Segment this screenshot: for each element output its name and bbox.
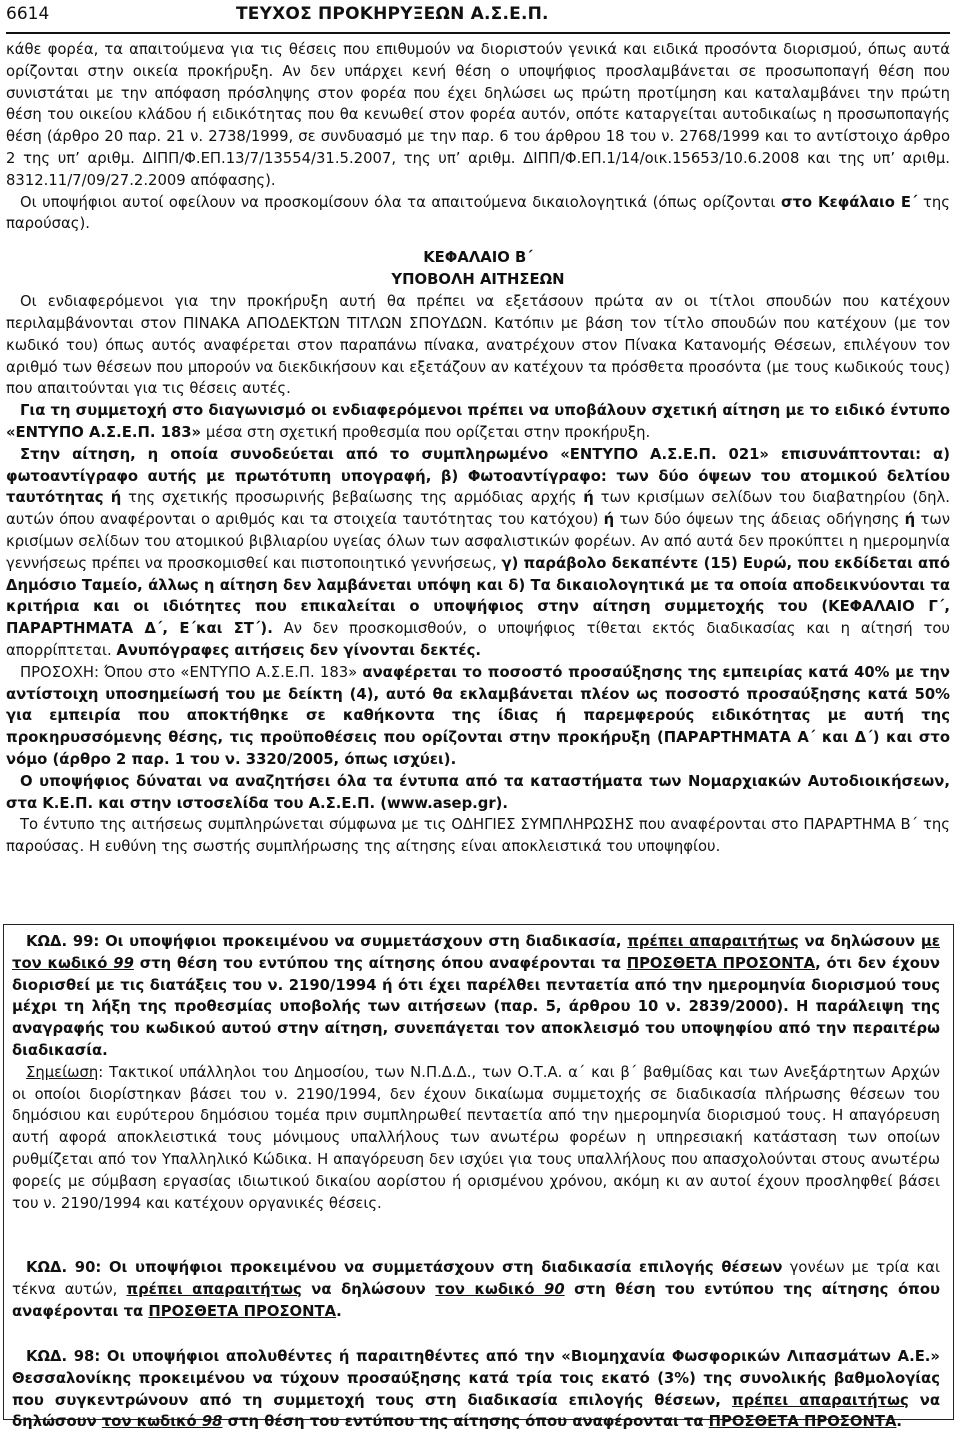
bold-run: ή	[904, 511, 916, 529]
main-text	[6, 39, 950, 858]
underlined-run	[102, 1413, 223, 1430]
bold-run: να δηλώσουν	[798, 933, 921, 950]
code-98-paragraph	[12, 1346, 940, 1433]
text-run: των κρισίμων σελίδων του διαβατηρίου (δηλ. αυτών όπου αναφέρονται ο αριθμός και τα στοιχεία ταυτότητας του κατόχου)	[6, 489, 950, 529]
text-run: Οι υποψήφιοι αυτοί οφείλουν να προσκομίσουν όλα τα απαιτούμενα δικαιολογητικά (όπως ορίζονται	[20, 193, 781, 211]
body-paragraph-4	[6, 662, 950, 771]
bold-run: Στην αίτηση, η οποία συνοδεύεται από το συμπληρωμένο «ΕΝΤΥΠΟ Α.Σ.Ε.Π. 021» επισυνάπτονται: α) φωτοαντίγραφο αυτής με πρωτότυπη υπογραφή, β) Φωτοαντίγραφο: των δύο όψεων του ατομικού δελτίου ταυτότητας ή	[6, 445, 950, 507]
codes-box	[3, 924, 954, 1431]
underlined-run: ΠΡΟΣΘΕΤΑ ΠΡΟΣΟΝΤΑ	[148, 1302, 337, 1320]
bold-run: , ότι δεν έχουν διορισθεί με τις διατάξεις του ν. 2190/1994 ή ότι έχει παρέλθει πενταετία από την ημερομηνία διορισμού τους μέχρι τη λήξη της προθεσμίας υποβολής των αιτήσεων (παρ. 5, άρθρου 10 ν. 2839/2000). Η παράλειψη της αναγραφής του κωδικού αυτού στην αίτηση, συνεπάγεται τον αποκλεισμό του υποψηφίου από την περαιτέρω διαδικασία.	[12, 954, 941, 1059]
journal-title: ΤΕΥΧΟΣ ΠΡΟΚΗΡΥΞΕΩΝ Α.Σ.Ε.Π.	[236, 4, 549, 24]
chapter-heading	[6, 247, 950, 291]
underlined-run: ΠΡΟΣΘΕΤΑ ΠΡΟΣΟΝΤΑ	[708, 1413, 897, 1431]
text-run: Αν δεν προσκομισθούν, ο υποψήφιος τίθεται εκτός διαδικασίας και η αίτησή του απορρίπτεται.	[6, 620, 950, 659]
text-run: της παρούσας).	[6, 193, 950, 233]
body-paragraph-5	[6, 771, 950, 815]
bold-run: στη θέση του εντύπου της αίτησης όπου αναφέρονται τα	[133, 954, 627, 972]
bold-run: να δηλώσουν	[301, 1280, 436, 1298]
note-paragraph	[12, 1062, 940, 1215]
bold-run: ΚΩΔ. 99: Οι υποψήφιοι προκειμένου να συμμετάσχουν στη διαδικασία,	[26, 933, 628, 950]
text-run: ΠΡΟΣΟΧΗ: Όπου στο «ΕΝΤΥΠΟ Α.Σ.Ε.Π. 183»	[20, 663, 363, 681]
page-number: 6614	[6, 4, 50, 24]
code-number: 98	[201, 1413, 223, 1431]
code-99-block	[12, 931, 940, 1214]
underlined-run: πρέπει απαραιτήτως	[731, 1391, 909, 1409]
body-paragraph-6: Το έντυπο της αιτήσεως συμπληρώνεται σύμφωνα με τις ΟΔΗΓΙΕΣ ΣΥΜΠΛΗΡΩΣΗΣ που αναφέρονται στο ΠΑΡΑΡΤΗΜΑ Β΄ της παρούσας. Η ευθύνη της σωστής συμπλήρωσης της αίτησης είναι αποκλειστικά του υποψηφίου.	[6, 816, 950, 856]
bold-run: .	[336, 1302, 342, 1320]
code-90-block	[12, 1257, 940, 1322]
text-run: των κρισίμων σελίδων του ατομικού βιβλιαρίου υγείας όλων των ασφαλιστικών φορέων. Αν από αυτά δεν προκύπτει η ημερομηνία γεννήσεως πρέπει να προσκομισθεί και πιστοποιητικό γεννήσεως,	[6, 511, 950, 572]
bold-run: γ) παράβολο δεκαπέντε (15) Ευρώ, που εκδίδεται από Δημόσιο Ταμείο, άλλως η αίτηση δεν λαμβάνεται υπόψη και δ) Τα δικαιολογητικά με τα οποία αποδεικνύονται τα κριτήρια και οι ιδιότητες που επικαλείται ο υποψήφιος στην αίτηση συμμετοχής του (ΚΕΦΑΛΑΙΟ Γ΄, ΠΑΡΑΡΤΗΜΑΤΑ Δ΄, Ε΄και ΣΤ΄).	[6, 554, 950, 638]
bold-run: Ο υποψήφιος δύναται να αναζητήσει όλα τα έντυπα από τα καταστήματα των Νομαρχιακών Αυτοδιοικήσεων, στα Κ.Ε.Π. και στην ιστοσελίδα του Α.Σ.Ε.Π. (www.asep.gr).	[6, 772, 950, 812]
code-90-paragraph	[12, 1257, 940, 1322]
code-99-paragraph	[12, 931, 940, 1062]
body-paragraph-1: Οι ενδιαφερόμενοι για την προκήρυξη αυτή θα πρέπει να εξετάσουν πρώτα αν οι τίτλοι σπουδών που κατέχουν περιλαμβάνονται στον ΠΙΝΑΚΑ ΑΠΟΔΕΚΤΩΝ ΤΙΤΛΩΝ ΣΠΟΥΔΩΝ. Κατόπιν με βάση τον τίτλο σπουδών που κατέχουν (με τον κωδικό του) όπως αυτός αναφέρεται στον παραπάνω πίνακα, ανατρέχουν στον Πίνακα Κατανομής Θέσεων, επιλέγουν τον αριθμό των θέσεων που μπορούν να διεκδικήσουν και εξετάζουν αν κατέχουν τα πρόσθετα προσόντα (με τους κωδικούς τους) που απαιτούνται για τις θέσεις αυτές.	[6, 293, 950, 398]
text-run: μέσα στη σχετική προθεσμία που ορίζεται στην προκήρυξη.	[201, 423, 651, 441]
bold-run: ΚΩΔ. 98: Οι υποψήφιοι απολυθέντες ή παραιτηθέντες από την «Βιομηχανία Φωσφορικών Λιπασμάτων Α.Ε.» Θεσσαλονίκης προκειμένου να τύχουν προσαύξησης κατά τρία τοις εκατό (3%) της συνολικής βαθμολογίας που συγκεντρώνουν από τη συμμετοχή τους στη διαδικασία επιλογής θέσεων,	[12, 1348, 940, 1409]
chapter-title: ΚΕΦΑΛΑΙΟ Β΄	[423, 249, 533, 267]
chapter-reference: στο Κεφάλαιο Ε΄	[780, 193, 918, 211]
text-run: : Τακτικοί υπάλληλοι του Δημοσίου, των Ν.Π.Δ.Δ., των Ο.Τ.Α. α΄ και β΄ βαθμίδας και των Ανεξάρτητων Αρχών οι οποίοι διορίστηκαν βάσει του ν. 2190/1994, δεν έχουν δικαίωμα συμμετοχής σε διαδικασία πλήρωσης θέσεων του δημόσιου και ευρύτερου δημόσιου τομέα πριν συμπληρωθεί πενταετία από την ημερομηνία διορισμού τους. Η απαγόρευση αυτή αφορά αποκλειστικά τους μόνιμους υπαλλήλους των ανωτέρω φορέων η υπηρεσιακή κατάσταση των οποίων ρυθμίζεται από τον Υπαλληλικό Κώδικα. Η απαγόρευση δεν ισχύει για τους υπαλλήλους που απασχολούνται στους ανωτέρω φορείς με σύμβαση εργασίας ιδιωτικού δικαίου αορίστου ή ορισμένου χρόνου, ακόμη κι αν αυτοί έχουν προσληφθεί βάσει του ν. 2190/1994 και κατέχουν οργανικές θέσεις.	[12, 1063, 940, 1212]
body-paragraph-2	[6, 400, 950, 444]
text-run: γονέων με τρία και τέκνα αυτών,	[12, 1259, 941, 1298]
body-paragraph-3	[6, 444, 950, 662]
bold-run: .	[896, 1413, 903, 1431]
chapter-subtitle: ΥΠΟΒΟΛΗ ΑΙΤΗΣΕΩΝ	[391, 271, 565, 289]
bold-run: να δηλώσουν	[12, 1391, 940, 1431]
underlined-run: πρέπει απαραιτήτως	[627, 933, 799, 950]
bold-run: στη θέση του εντύπου της αίτησης όπου αναφέρονται τα	[12, 1280, 940, 1320]
code-number: 99	[113, 954, 134, 972]
bold-run: Για τη συμμετοχή στο διαγωνισμό οι ενδιαφερόμενοι πρέπει να υποβάλουν σχετική αίτηση με το ειδικό έντυπο «ΕΝΤΥΠΟ Α.Σ.Ε.Π. 183»	[6, 402, 950, 441]
text-run: τον κωδικό	[435, 1280, 545, 1298]
bold-run: Ανυπόγραφες αιτήσεις δεν γίνονται δεκτές.	[116, 641, 482, 659]
bold-run: αναφέρεται το ποσοστό προσαύξησης της εμπειρίας κατά 40% με την αντίστοιχη υποσημείωσή του με δείκτη (4), αυτό θα εκλαμβάνεται πλέον ως ποσοστό προσαύξησης κατά 50% για εμπειρία που αποκτήθηκε σε καθήκοντα της ίδιας ή παρεμφερούς ειδικότητας με αυτή της προκηρυσσόμενης θέσης, τις προϋποθέσεις που ορίζονται στην προκήρυξη (ΠΑΡΑΡΤΗΜΑΤΑ Α΄ και Δ΄) και στο νόμο (άρθρο 2 παρ. 1 του ν. 3320/2005, όπως ισχύει).	[6, 663, 950, 768]
code-number: 90	[544, 1280, 565, 1298]
code-98-block	[12, 1346, 940, 1433]
bold-run: ΚΩΔ. 90: Οι υποψήφιοι προκειμένου να συμμετάσχουν στη διαδικασία επιλογής θέσεων	[26, 1259, 783, 1276]
text-run: τον κωδικό	[101, 1413, 202, 1431]
text-run: της σχετικής προσωρινής βεβαίωσης της αρμόδιας αρχής	[121, 489, 584, 507]
documents-paragraph	[6, 192, 950, 236]
bold-run: στη θέση του εντύπου της αίτησης όπου αναφέρονται τα	[222, 1413, 709, 1431]
intro-paragraph: κάθε φορέα, τα απαιτούμενα για τις θέσεις που επιθυμούν να διοριστούν γενικά και ειδικά προσόντα διορισμού, όπως αυτά ορίζονται στην οικεία προκήρυξη. Αν δεν υπάρχει κενή θέση ο υποψήφιος προσλαμβάνεται σε προσωποπαγή θέση που συνιστάται με την απόφαση πρόσληψης στον φορέα που έχει δηλώσει ως πρώτη προτίμηση και καταλαμβάνει την πρώτη θέση του οικείου κλάδου ή ειδικότητας που θα κενωθεί στον φορέα αυτόν, οπότε καταργείται αυτοδικαίως η προσωποπαγής θέση (άρθρο 20 παρ. 21 ν. 2738/1999, σε συνδυασμό με την παρ. 6 του άρθρου 18 του ν. 2768/1999 και το αντίστοιχο άρθρο 2 της υπ’ αριθμ. ΔΙΠΠ/Φ.ΕΠ.13/7/13554/31.5.2007, της υπ’ αριθμ. ΔΙΠΠ/Φ.ΕΠ.1/14/οικ.15653/10.6.2008 και της υπ’ αριθμ. 8312.11/7/09/27.2.2009 απόφασης).	[6, 41, 950, 189]
text-run: με τον κωδικό	[12, 933, 940, 972]
underlined-run: ΠΡΟΣΘΕΤΑ ΠΡΟΣΟΝΤΑ	[626, 954, 816, 972]
underlined-run: πρέπει απαραιτήτως	[126, 1280, 302, 1298]
bold-run: ή	[583, 489, 594, 507]
bold-run: ή	[603, 511, 615, 529]
text-run: των δύο όψεων της άδειας οδήγησης	[614, 511, 905, 529]
underlined-run	[435, 1281, 564, 1298]
note-label: Σημείωση	[26, 1063, 99, 1081]
page-header	[6, 2, 950, 34]
